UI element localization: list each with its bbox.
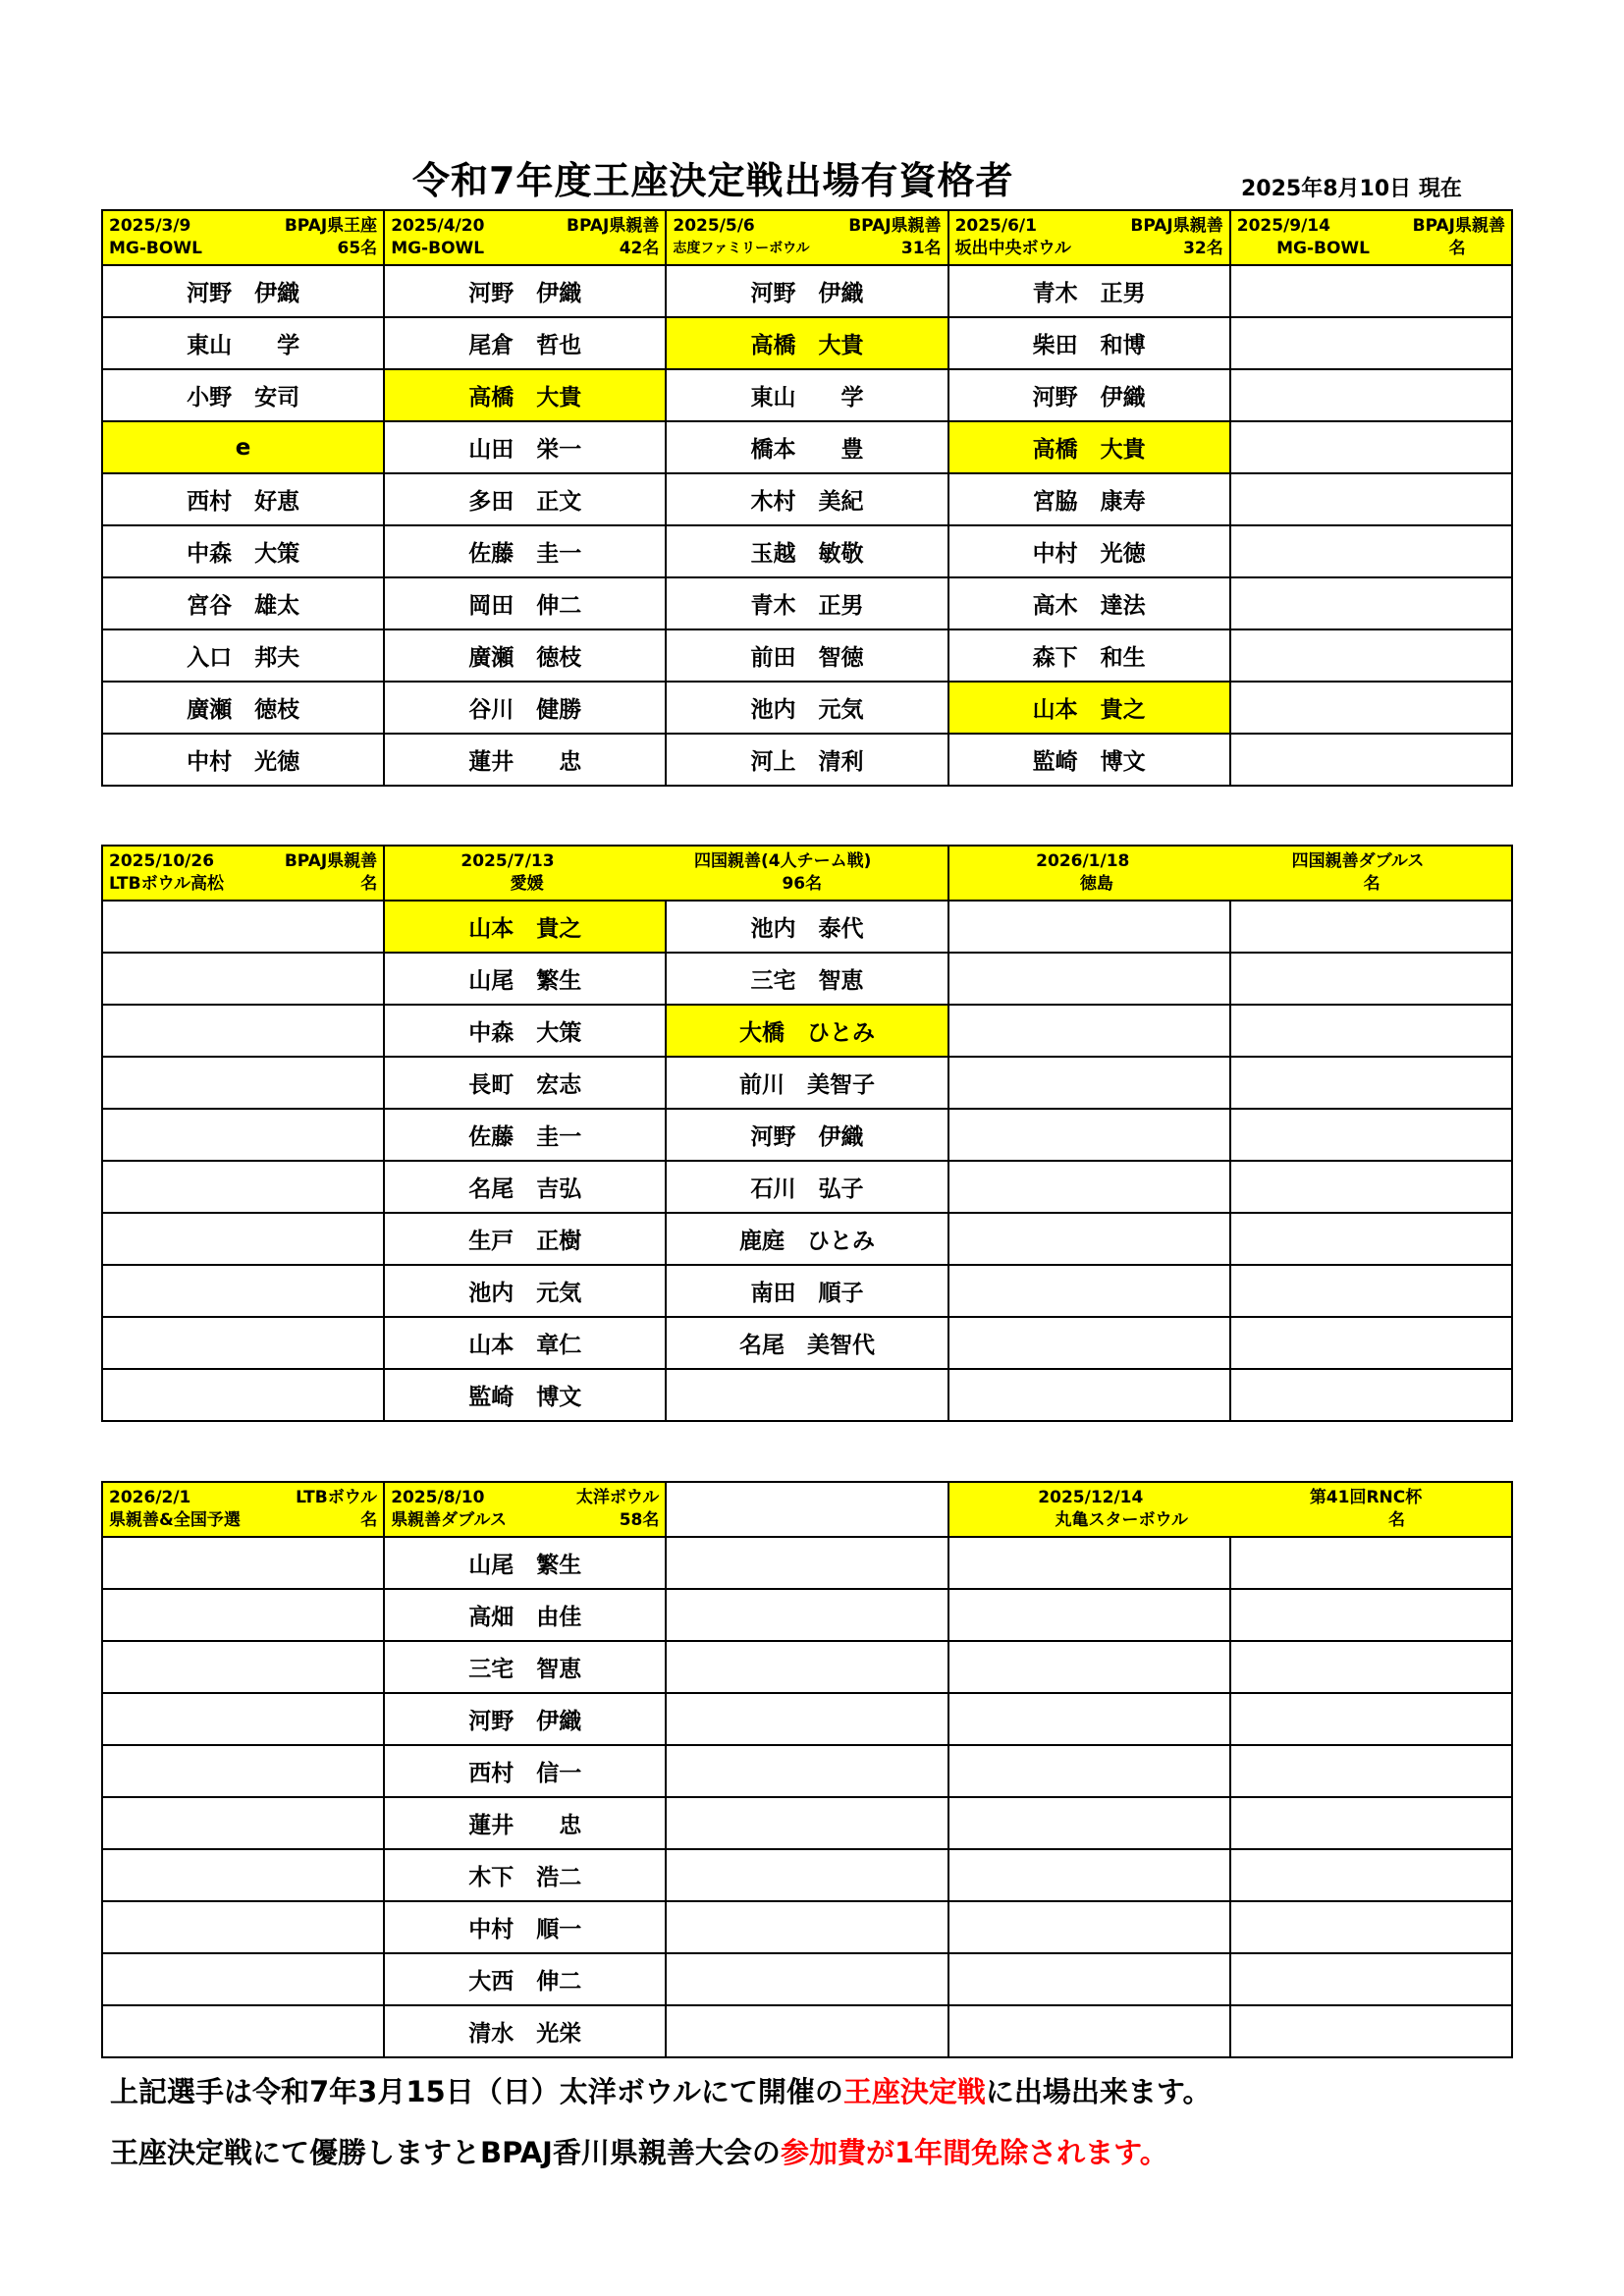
- player-cell: [1230, 265, 1512, 317]
- player-cell: 橋本 豊: [666, 421, 947, 473]
- player-cell: [102, 901, 384, 953]
- player-cell: [1230, 1213, 1512, 1265]
- player-cell: 河野 伊織: [384, 265, 666, 317]
- event-name: 太洋ボウル: [575, 1488, 660, 1507]
- player-cell: 中村 順一: [384, 1901, 666, 1953]
- player-cell: 中村 光徳: [102, 734, 384, 786]
- player-cell: [1230, 1537, 1512, 1589]
- event-count: 65名: [337, 239, 378, 258]
- event-count: 31名: [900, 239, 942, 258]
- player-cell: [1230, 1953, 1512, 2005]
- table-row: [102, 421, 1512, 473]
- player-cell: [1230, 1641, 1512, 1693]
- player-cell: [102, 1109, 384, 1161]
- event-venue: 丸亀スターボウル: [1055, 1510, 1189, 1530]
- event-count: 名: [1363, 874, 1380, 894]
- player-cell: 岡田 伸二: [384, 577, 666, 629]
- player-cell: [948, 1161, 1230, 1213]
- player-cell: 木下 浩二: [384, 1849, 666, 1901]
- event-name: BPAJ県親善: [284, 851, 378, 871]
- player-cell: 宮脇 康寿: [948, 473, 1230, 525]
- player-cell: [1230, 1317, 1512, 1369]
- player-cell: 山田 栄一: [384, 421, 666, 473]
- player-cell: 尾倉 哲也: [384, 317, 666, 369]
- player-cell: 河野 伊織: [948, 369, 1230, 421]
- player-cell: [1230, 682, 1512, 734]
- event-date: 2025/10/26: [109, 851, 215, 871]
- event-name: BPAJ県親善: [1130, 216, 1223, 236]
- player-cell: 南田 順子: [666, 1265, 947, 1317]
- table-row: [102, 369, 1512, 421]
- event-name: LTBボウル: [296, 1488, 378, 1507]
- event-date: 2025/7/13: [460, 851, 555, 871]
- player-cell: [102, 1161, 384, 1213]
- event-count: 32名: [1183, 239, 1223, 258]
- note-line-2: [110, 2133, 1168, 2172]
- table-row: [102, 1005, 1512, 1057]
- table-row: [102, 1589, 1512, 1641]
- player-cell: [102, 1693, 384, 1745]
- table-row: [102, 1797, 1512, 1849]
- player-cell: 西村 信一: [384, 1745, 666, 1797]
- table-row: [102, 1213, 1512, 1265]
- player-cell: 高木 達法: [948, 577, 1230, 629]
- event-date: 2025/4/20: [391, 216, 485, 236]
- player-cell: [948, 2005, 1230, 2057]
- player-cell: [666, 1369, 947, 1421]
- player-cell: 鹿庭 ひとみ: [666, 1213, 947, 1265]
- player-cell: [1230, 629, 1512, 682]
- player-cell: [1230, 734, 1512, 786]
- player-cell: 多田 正文: [384, 473, 666, 525]
- note-emphasis: 参加費が1年間免除されます。: [780, 2136, 1168, 2169]
- player-cell: 佐藤 圭一: [384, 1109, 666, 1161]
- player-cell: 山本 章仁: [384, 1317, 666, 1369]
- header-cell: [102, 846, 384, 901]
- player-cell: 木村 美紀: [666, 473, 947, 525]
- player-cell-highlighted: 山本 貴之: [384, 901, 666, 953]
- event-count: 名: [1388, 1510, 1406, 1530]
- player-cell: [102, 1057, 384, 1109]
- player-cell: [1230, 901, 1512, 953]
- player-cell: [102, 1849, 384, 1901]
- player-cell: [102, 1537, 384, 1589]
- note-line-1: [110, 2072, 1212, 2111]
- player-cell: 池内 元気: [666, 682, 947, 734]
- table-row: [102, 682, 1512, 734]
- event-venue: MG-BOWL: [391, 239, 485, 258]
- event-count: 42名: [619, 239, 660, 258]
- event-venue: 志度ファミリーボウル: [673, 241, 810, 256]
- event-date: 2025/5/6: [673, 216, 755, 236]
- player-cell: [102, 953, 384, 1005]
- player-cell: 名尾 吉弘: [384, 1161, 666, 1213]
- table-row: [102, 1901, 1512, 1953]
- table-row: [102, 1537, 1512, 1589]
- player-cell: [666, 1693, 947, 1745]
- player-cell: [1230, 1589, 1512, 1641]
- section1-table: [101, 209, 1513, 787]
- player-cell: 三宅 智恵: [666, 953, 947, 1005]
- player-cell: 高畑 由佳: [384, 1589, 666, 1641]
- player-cell: 中森 大策: [384, 1005, 666, 1057]
- header-cell-empty: [666, 1482, 947, 1537]
- player-cell: [948, 1797, 1230, 1849]
- player-cell: [948, 1369, 1230, 1421]
- table-row: [102, 1849, 1512, 1901]
- table-row: [102, 1369, 1512, 1421]
- player-cell: 山尾 繁生: [384, 1537, 666, 1589]
- player-cell: 石川 弘子: [666, 1161, 947, 1213]
- event-venue: 坂出中央ボウル: [954, 239, 1072, 258]
- player-cell: 青木 正男: [948, 265, 1230, 317]
- player-cell: [1230, 1161, 1512, 1213]
- player-cell: 河野 伊織: [102, 265, 384, 317]
- player-cell: 監崎 博文: [384, 1369, 666, 1421]
- table-row: [102, 1745, 1512, 1797]
- player-cell: [102, 1797, 384, 1849]
- event-venue: 県親善ダブルス: [391, 1510, 507, 1530]
- player-cell: [102, 1369, 384, 1421]
- player-cell: 清水 光栄: [384, 2005, 666, 2057]
- player-cell: [1230, 1745, 1512, 1797]
- event-count: 名: [360, 1510, 378, 1530]
- player-cell: [666, 1641, 947, 1693]
- player-cell: [1230, 1797, 1512, 1849]
- table-row: [102, 317, 1512, 369]
- player-cell: [102, 1265, 384, 1317]
- player-cell: 河野 伊織: [384, 1693, 666, 1745]
- player-cell: 生戸 正樹: [384, 1213, 666, 1265]
- table-row: [102, 1693, 1512, 1745]
- player-cell: 河野 伊織: [666, 265, 947, 317]
- player-cell: [1230, 1109, 1512, 1161]
- player-cell: [948, 1317, 1230, 1369]
- table-row: [102, 525, 1512, 577]
- event-date: 2025/8/10: [391, 1488, 485, 1507]
- event-count: 名: [1448, 239, 1466, 258]
- player-cell: [1230, 2005, 1512, 2057]
- event-venue: MG-BOWL: [109, 239, 202, 258]
- player-cell: 廣瀬 徳枝: [102, 682, 384, 734]
- player-cell: [1230, 1849, 1512, 1901]
- player-cell: 山尾 繁生: [384, 953, 666, 1005]
- table-row: [102, 473, 1512, 525]
- player-cell: 西村 好恵: [102, 473, 384, 525]
- event-name: 四国親善ダブルス: [1291, 851, 1425, 871]
- player-cell: [1230, 953, 1512, 1005]
- header-cell: [948, 1482, 1512, 1537]
- header-cell: [666, 210, 947, 265]
- header-cell: [384, 1482, 666, 1537]
- player-cell: 池内 元気: [384, 1265, 666, 1317]
- player-cell: [1230, 421, 1512, 473]
- player-cell: [948, 1213, 1230, 1265]
- event-date: 2025/6/1: [954, 216, 1037, 236]
- page-title: 令和7年度王座決定戦出場有資格者: [412, 159, 1014, 202]
- table-row: [102, 265, 1512, 317]
- player-cell: [1230, 1005, 1512, 1057]
- player-cell: [1230, 1693, 1512, 1745]
- player-cell: [102, 1213, 384, 1265]
- player-cell: 森下 和生: [948, 629, 1230, 682]
- player-cell: 柴田 和博: [948, 317, 1230, 369]
- event-date: 2025/3/9: [109, 216, 191, 236]
- player-cell-highlighted: e: [102, 421, 384, 473]
- as-of-date: 2025年8月10日 現在: [1241, 177, 1462, 201]
- player-cell: [1230, 1057, 1512, 1109]
- player-cell: [948, 1953, 1230, 2005]
- event-venue: 県親善&全国予選: [109, 1510, 241, 1530]
- table-row: [102, 1953, 1512, 2005]
- player-cell: [948, 1005, 1230, 1057]
- player-cell: [666, 1589, 947, 1641]
- player-cell: 青木 正男: [666, 577, 947, 629]
- player-cell: [102, 1589, 384, 1641]
- player-cell: 前田 智徳: [666, 629, 947, 682]
- player-cell: [666, 1849, 947, 1901]
- table-row: [102, 1641, 1512, 1693]
- header-cell: [102, 210, 384, 265]
- player-cell: [948, 1057, 1230, 1109]
- player-cell: [666, 1745, 947, 1797]
- event-date: 2026/2/1: [109, 1488, 191, 1507]
- player-cell: [102, 1953, 384, 2005]
- event-count: 96名: [782, 874, 823, 894]
- event-name: BPAJ県親善: [1412, 216, 1505, 236]
- event-count: 名: [360, 874, 378, 894]
- table-row: [102, 1109, 1512, 1161]
- event-venue: 愛媛: [510, 874, 544, 894]
- player-cell: [1230, 473, 1512, 525]
- event-name: 第41回RNC杯: [1309, 1488, 1423, 1507]
- player-cell: 河上 清利: [666, 734, 947, 786]
- player-cell: 東山 学: [102, 317, 384, 369]
- player-cell: 入口 邦夫: [102, 629, 384, 682]
- header-cell: [948, 210, 1230, 265]
- player-cell: [102, 2005, 384, 2057]
- event-name: 四国親善(4人チーム戦): [693, 851, 872, 871]
- player-cell: 三宅 智恵: [384, 1641, 666, 1693]
- note-text: 上記選手は令和7年3月15日（日）太洋ボウルにて開催の: [110, 2075, 843, 2108]
- header-cell: [102, 1482, 384, 1537]
- player-cell: [948, 1537, 1230, 1589]
- event-venue: LTBボウル高松: [109, 874, 225, 894]
- table-row: [102, 629, 1512, 682]
- player-cell: 廣瀬 徳枝: [384, 629, 666, 682]
- player-cell: [666, 1901, 947, 1953]
- section3-header-row: [102, 1482, 1512, 1537]
- player-cell-highlighted: 高橋 大貴: [948, 421, 1230, 473]
- note-text: 王座決定戦にて優勝しますとBPAJ香川県親善大会の: [110, 2136, 781, 2169]
- player-cell: [1230, 577, 1512, 629]
- header-cell: [384, 846, 947, 901]
- header-cell: [1230, 210, 1512, 265]
- section2-header-row: [102, 846, 1512, 901]
- event-name: BPAJ県親善: [848, 216, 942, 236]
- player-cell: [948, 1641, 1230, 1693]
- player-cell: [948, 1109, 1230, 1161]
- player-cell: [102, 1901, 384, 1953]
- player-cell: [948, 1849, 1230, 1901]
- player-cell-highlighted: 高橋 大貴: [666, 317, 947, 369]
- player-cell: 東山 学: [666, 369, 947, 421]
- table-row: [102, 1317, 1512, 1369]
- player-cell: [948, 1901, 1230, 1953]
- player-cell: 谷川 健勝: [384, 682, 666, 734]
- player-cell: [666, 2005, 947, 2057]
- player-cell: 名尾 美智代: [666, 1317, 947, 1369]
- player-cell-highlighted: 山本 貴之: [948, 682, 1230, 734]
- player-cell: [102, 1317, 384, 1369]
- player-cell: 監崎 博文: [948, 734, 1230, 786]
- player-cell: [948, 901, 1230, 953]
- table-row: [102, 901, 1512, 953]
- event-name: BPAJ県王座: [284, 216, 378, 236]
- event-count: 58名: [619, 1510, 660, 1530]
- player-cell: 池内 泰代: [666, 901, 947, 953]
- table-row: [102, 2005, 1512, 2057]
- player-cell: [666, 1953, 947, 2005]
- event-date: 2025/9/14: [1236, 216, 1330, 236]
- player-cell: [102, 1641, 384, 1693]
- player-cell-highlighted: 高橋 大貴: [384, 369, 666, 421]
- player-cell: 長町 宏志: [384, 1057, 666, 1109]
- player-cell: 前川 美智子: [666, 1057, 947, 1109]
- player-cell: [1230, 317, 1512, 369]
- player-cell: [1230, 525, 1512, 577]
- player-cell: [948, 1589, 1230, 1641]
- table-row: [102, 953, 1512, 1005]
- player-cell: [1230, 1369, 1512, 1421]
- player-cell: [948, 1265, 1230, 1317]
- player-cell: [666, 1537, 947, 1589]
- note-emphasis: 王座決定戦: [842, 2075, 986, 2108]
- player-cell: [1230, 369, 1512, 421]
- player-cell: 小野 安司: [102, 369, 384, 421]
- player-cell: 佐藤 圭一: [384, 525, 666, 577]
- table-row: [102, 1057, 1512, 1109]
- player-cell: 玉越 敏敬: [666, 525, 947, 577]
- player-cell: 中村 光徳: [948, 525, 1230, 577]
- player-cell: 蓮井 忠: [384, 1797, 666, 1849]
- section2-table: [101, 845, 1513, 1422]
- event-date: 2025/12/14: [1038, 1488, 1144, 1507]
- table-row: [102, 734, 1512, 786]
- header-cell: [948, 846, 1512, 901]
- player-cell: [948, 1693, 1230, 1745]
- player-cell: [102, 1005, 384, 1057]
- header-cell: [384, 210, 666, 265]
- player-cell-highlighted: 大橋 ひとみ: [666, 1005, 947, 1057]
- section1-header-row: [102, 210, 1512, 265]
- table-row: [102, 1161, 1512, 1213]
- event-name: BPAJ県親善: [567, 216, 660, 236]
- player-cell: 蓮井 忠: [384, 734, 666, 786]
- player-cell: 河野 伊織: [666, 1109, 947, 1161]
- player-cell: 宮谷 雄太: [102, 577, 384, 629]
- note-text: に出場出来ます。: [985, 2075, 1212, 2108]
- table-row: [102, 1265, 1512, 1317]
- player-cell: [666, 1797, 947, 1849]
- player-cell: [1230, 1265, 1512, 1317]
- player-cell: [1230, 1901, 1512, 1953]
- player-cell: [102, 1745, 384, 1797]
- section3-table: [101, 1481, 1513, 2058]
- event-venue: 徳島: [1079, 874, 1113, 894]
- event-date: 2026/1/18: [1036, 851, 1130, 871]
- player-cell: 中森 大策: [102, 525, 384, 577]
- player-cell: 大西 伸二: [384, 1953, 666, 2005]
- event-venue: MG-BOWL: [1276, 239, 1370, 258]
- player-cell: [948, 1745, 1230, 1797]
- player-cell: [948, 953, 1230, 1005]
- table-row: [102, 577, 1512, 629]
